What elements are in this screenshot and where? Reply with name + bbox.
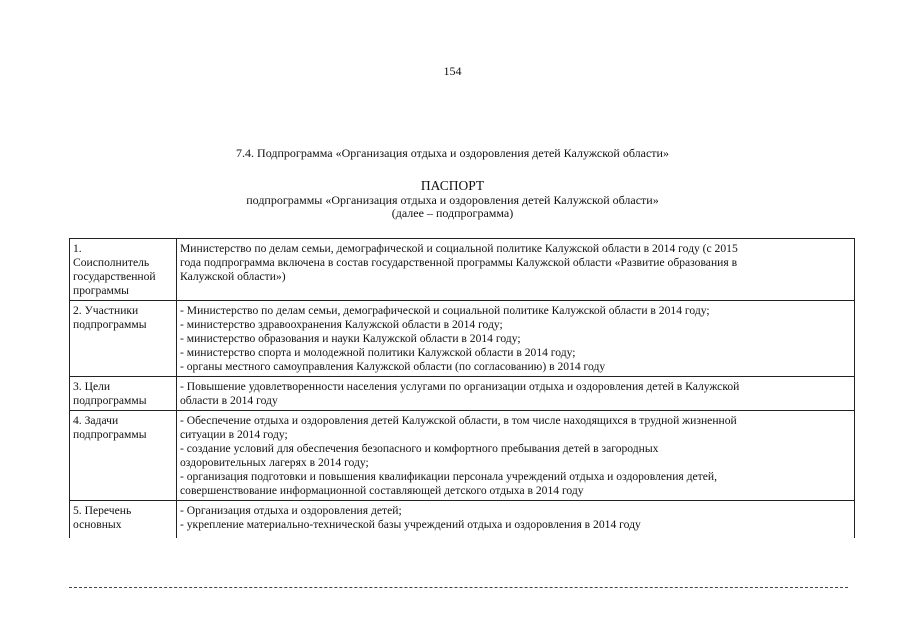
row-label [70,501,177,539]
row-content-line: - организация подготовки и повышения квалификации персонала учреждений отдыха и оздоровления детей, [180,470,717,483]
passport-subtitle-line-1: подпрограммы «Организация отдыха и оздоровления детей Калужской области» [246,193,659,207]
row-content [177,301,855,377]
row-content-line: - органы местного самоуправления Калужской области (по согласованию) в 2014 году [180,360,606,373]
row-content-line: - Повышение удовлетворенности населения услугами по организации отдыха и оздоровления детей в Калужской [180,380,740,393]
page-number: 154 [443,64,462,78]
row-content-line: - Обеспечение отдыха и оздоровления детей Калужской области, в том числе находящихся в трудной жизненной [180,414,737,427]
table-row-participants [70,301,855,377]
row-content-line: - министерство образования и науки Калужской области в 2014 году; [180,332,521,345]
row-label-line: 1. [73,242,82,255]
row-content-line: - укрепление материально-технической базы учреждений отдыха и оздоровления в 2014 году [180,518,641,531]
passport-subtitle-line-2: (далее – подпрограмма) [391,206,514,220]
row-content-line: года подпрограмма включена в состав государственной программы Калужской области «Развитие образования в [180,256,738,269]
row-content-line: - министерство спорта и молодежной политики Калужской области в 2014 году; [180,346,576,359]
row-label-line: основных [73,518,122,531]
row-label-line: подпрограммы [73,318,147,331]
table-row-tasks [70,411,855,501]
row-content [177,411,855,501]
row-content-line: Калужской области») [180,270,286,283]
row-label [70,239,177,301]
row-label-line: программы [73,284,129,297]
table-bottom-rule [69,587,848,588]
row-content-line: Министерство по делам семьи, демографической и социальной политике Калужской области в 2014 году (с 2015 [180,242,738,255]
row-content-line: - Организация отдыха и оздоровления детей; [180,504,402,517]
row-content-line: - создание условий для обеспечения безопасного и комфортного пребывания детей в загородных [180,442,659,455]
row-label-line: 2. Участники [73,304,139,317]
row-content-line: оздоровительных лагерях в 2014 году; [180,456,369,469]
row-content-line: совершенствование информационной составляющей детского отдыха в 2014 году [180,484,584,497]
row-content [177,501,855,539]
row-label [70,377,177,411]
passport-header [0,178,905,220]
row-content-line: ситуации в 2014 году; [180,428,288,441]
row-content [177,377,855,411]
table-row-activities [70,501,855,539]
passport-title: ПАСПОРТ [420,178,485,193]
row-label-line: подпрограммы [73,394,147,407]
row-label-line: 3. Цели [73,380,111,393]
row-label-line: 4. Задачи [73,414,119,427]
row-label-line: 5. Перечень [73,504,132,517]
row-content-line: - Министерство по делам семьи, демографической и социальной политике Калужской области в 2014 году; [180,304,710,317]
row-content-line: - министерство здравоохранения Калужской области в 2014 году; [180,318,503,331]
section-heading: 7.4. Подпрограмма «Организация отдыха и оздоровления детей Калужской области» [236,146,669,160]
row-label-line: государственной [73,270,156,283]
row-content [177,239,855,301]
row-label-line: Соисполнитель [73,256,150,269]
table-row-goals [70,377,855,411]
row-content-line: области в 2014 году [180,394,278,407]
row-label-line: подпрограммы [73,428,147,441]
row-label [70,301,177,377]
table-row-coexecutor [70,239,855,301]
passport-table [69,238,855,538]
row-label [70,411,177,501]
